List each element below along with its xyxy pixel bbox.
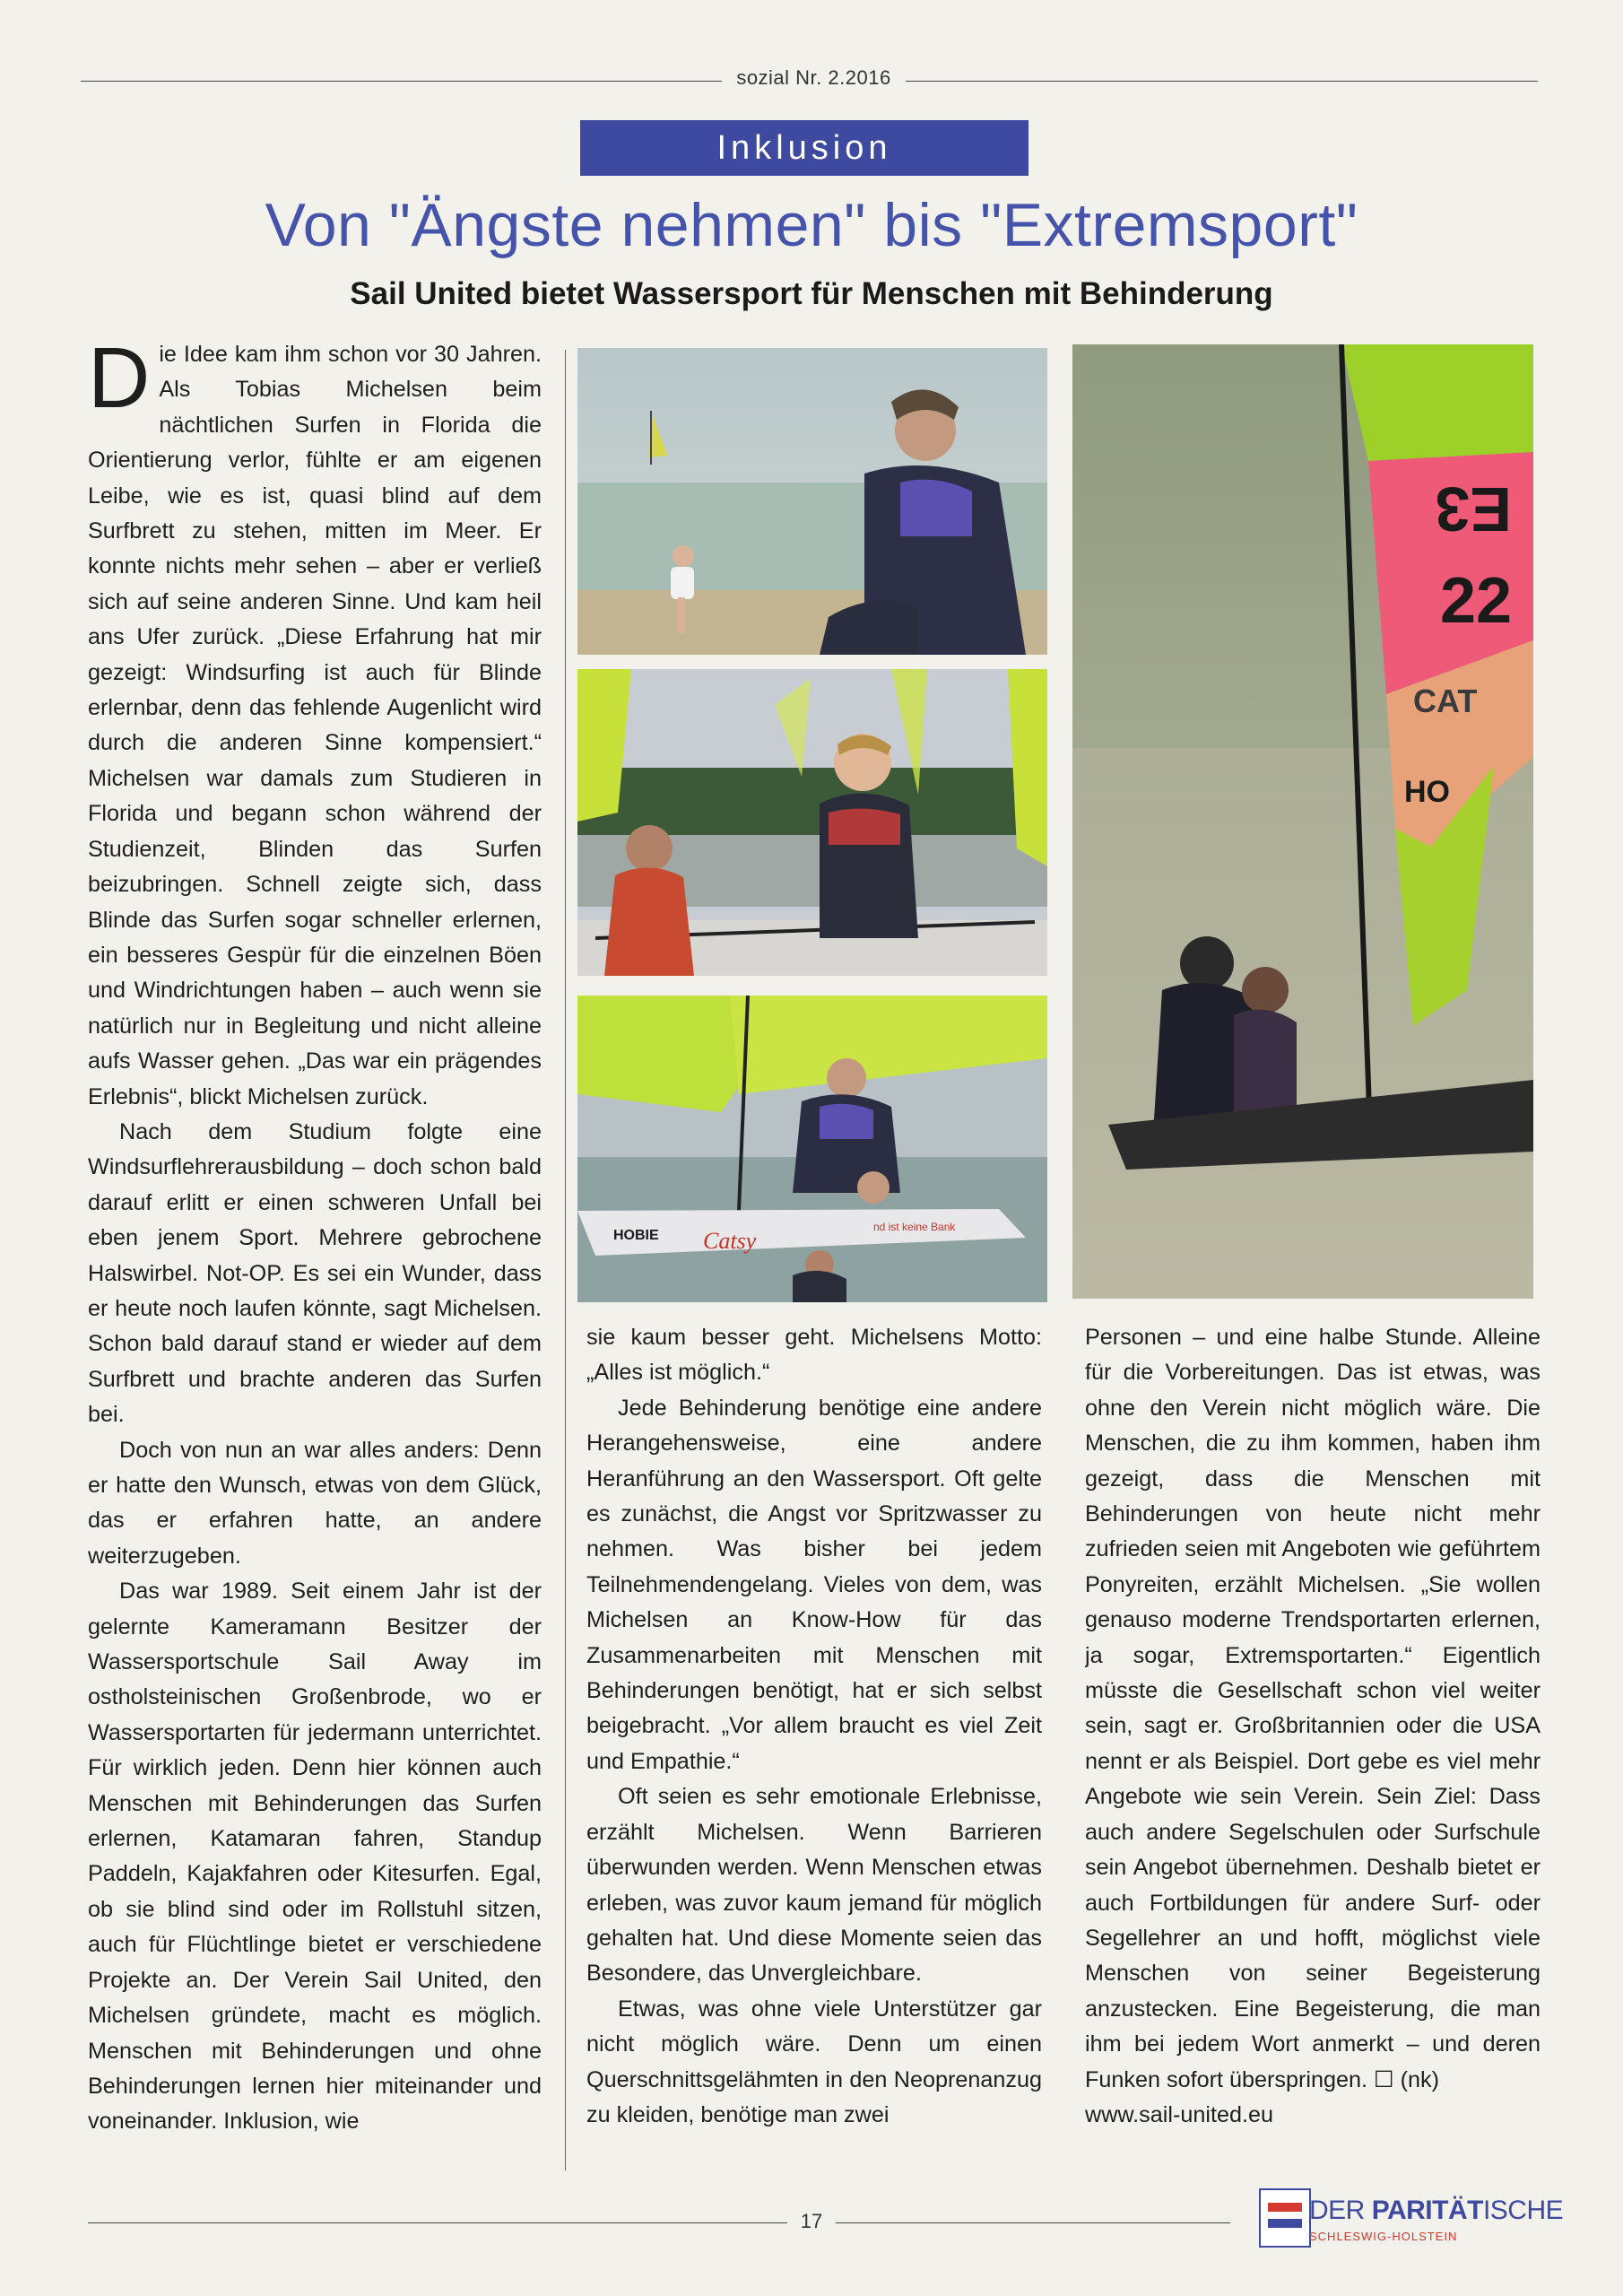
paragraph: Oft seien es sehr emotionale Erlebnisse, erzählt Michelsen. Wenn Barrieren überwunden werden. Wenn Menschen etwas erleben, was zuvor kaum jemand für möglich gehalten hat. Und diese Momente seien das Besondere, das Unvergleichbare.: [586, 1784, 1042, 1987]
drop-cap: D: [88, 337, 151, 426]
header-rule-left: [81, 81, 722, 82]
photo-children-catamaran: [577, 669, 1047, 976]
column-divider: [565, 350, 566, 2170]
logo-prefix: DER: [1309, 2196, 1372, 2225]
paragraph: Etwas, was ohne viele Unterstützer gar nicht möglich wäre. Denn um einen Querschnittsgelähmten in den Neoprenanzug zu kleiden, benötige man zwei: [586, 1996, 1042, 2127]
text-column-2: [586, 1320, 1042, 2181]
paragraph: Nach dem Studium folgte eine Windsurflehrerausbildung – doch schon bald darauf erlitt er einen schweren Unfall bei eben jenem Sport. Mehrere gebrochene Halswirbel. Not-OP. Es sei ein Wunder, dass er heute noch laufen könnte, sagt Michelsen. Schon bald darauf stand er wieder auf dem Surfbrett und brachte anderen das Surfen bei.: [88, 1118, 542, 1428]
sail-brand: CAT: [1413, 683, 1478, 719]
article-subheadline: Sail United bietet Wassersport für Menschen mit Behinderung: [350, 276, 1273, 311]
paragraph: Das war 1989. Seit einem Jahr ist der gelernte Kameramann Besitzer der Wassersportschule Sail Away im ostholsteinischen Großenbrode, wo er Wassersportarten für jedermann unterrichtet. Für wirklich jeden. Denn hier können auch Menschen mit Behinderungen das Surfen erlernen, Katamaran fahren, Standup Paddeln, Kajakfahren oder Kitesurfen. Egal, ob sie blind sind oder im Rollstuhl sitzen, auch für Flüchtlinge bietet er verschiedene Projekte an. Der Verein Sail United, den Michelsen gründete, macht es möglich. Menschen mit Behinderungen und ohne Behinderungen lernen hier miteinander und voneinander. Inklusion, wie: [88, 1578, 542, 2135]
header-rule-right: [906, 81, 1538, 82]
text-column-1: [88, 337, 542, 2185]
issue-label: sozial Nr. 2.2016: [736, 66, 891, 89]
hull-text-cat: Catsy: [703, 1228, 757, 1254]
paritaetische-logo: [1259, 2188, 1564, 2248]
logo-subtitle: SCHLESWIG-HOLSTEIN: [1309, 2230, 1458, 2243]
website-link[interactable]: www.sail-united.eu: [1085, 2101, 1273, 2127]
section-label: Inklusion: [716, 128, 892, 167]
logo-stripe-blue: [1268, 2219, 1302, 2228]
footer-rule-right: [836, 2222, 1230, 2223]
sail-brand-2: HO: [1404, 775, 1450, 809]
sail-number: 22: [1440, 565, 1513, 637]
hull-text-hobie: HOBIE: [613, 1228, 659, 1243]
logo-bold: PARITÄT: [1371, 2196, 1483, 2225]
page-number: 17: [800, 2210, 823, 2232]
photo-beach-instructor: [577, 348, 1047, 655]
paragraph: Personen – und eine halbe Stunde. Alleine für die Vorbereitungen. Das ist etwas, was ohne den Verein nicht möglich wäre. Die Menschen, die zu ihm kommen, haben ihm gezeigt, dass die Menschen mit Behinderungen von heute nicht mehr zufrieden seien mit Angeboten wie geführtem Ponyreiten, erzählt Michelsen. „Sie wollen genauso moderne Trendsportarten erlernen, ja sogar, Extremsportarten.“ Eigentlich müsste die Gesellschaft schon viel weiter sein, sagt er. Großbritannien oder die USA nennt er als Beispiel. Dort gebe es viel mehr Angebote wie sein Verein. Sein Ziel: Dass auch andere Segelschulen oder Surfschule sein Angebot übernehmen. Deshalb bietet er auch Fortbildungen für andere Surf- oder Segellehrer an und hofft, möglichst viele Menschen von seiner Begeisterung anzustecken. Eine Begeisterung, die man ihm bei jedem Wort anmerkt – und deren Funken sofort überspringen. ☐ (nk): [1085, 1325, 1541, 2092]
logo-mark: [1259, 2188, 1311, 2248]
paragraph: sie kaum besser geht. Michelsens Motto: „Alles ist möglich.“: [586, 1325, 1042, 1386]
hull-text-bank: nd ist keine Bank: [873, 1221, 956, 1233]
sail-number-top: E3: [1435, 474, 1512, 544]
paragraph: Jede Behinderung benötige eine andere Herangehensweise, eine andere Heranführung an den Wassersport. Oft gelte es zunächst, die Angst vor Spritzwasser zu nehmen. Was bisher bei jedem Teilnehmendengelang. Vieles von dem, was Michelsen an Know-How für das Zusammenarbeiten mit Menschen mit Behinderungen benötigt, hat er sich selbst beigebracht. „Vor allem braucht es viel Zeit und Empathie.“: [586, 1395, 1042, 1774]
article-headline: Von "Ängste nehmen" bis "Extremsport": [265, 191, 1358, 259]
logo-suffix: ISCHE: [1482, 2196, 1564, 2225]
logo-brand: [1309, 2196, 1563, 2226]
paragraph: [88, 337, 542, 1115]
paragraph-text: ie Idee kam ihm schon vor 30 Jahren. Als Tobias Michelsen beim nächtlichen Surfen in Florida die Orientierung verlor, fühlte er am eigenen Leibe, wie es ist, quasi blind auf dem Surfbrett zu stehen, mitten im Meer. Er konnte nichts mehr sehen – aber er verließ sich auf seine anderen Sinne. Und kam heil ans Ufer zurück. „Diese Erfahrung hat mir gezeigt: Windsurfing ist auch für Blinde erlernbar, denn das fehlende Augenlicht wird durch die anderen Sinne kompensiert.“ Michelsen war damals zum Studieren in Florida und begann schon während der Studienzeit, Blinden das Surfen beizubringen. Schnell zeigte sich, dass Blinde das Surfen sogar schneller erlernen, ein besseres Gespür für die einzelnen Böen und Windrichtungen haben – auch wenn sie natürlich nur in Begleitung und nicht alleine aufs Wasser gehen. „Das war ein prägendes Erlebnis“, blickt Michelsen zurück.: [88, 342, 542, 1109]
text-column-3: [1085, 1320, 1541, 2181]
photo-sail-closeup: [1072, 344, 1533, 1299]
section-banner: [580, 120, 1028, 176]
paragraph: Doch von nun an war alles anders: Denn er hatte den Wunsch, etwas von dem Glück, das er erfahren hatte, an andere weiterzugeben.: [88, 1437, 542, 1569]
logo-stripe-red: [1268, 2203, 1302, 2212]
photo-hobie-catamaran: [577, 996, 1047, 1302]
footer-rule-left: [88, 2222, 787, 2223]
